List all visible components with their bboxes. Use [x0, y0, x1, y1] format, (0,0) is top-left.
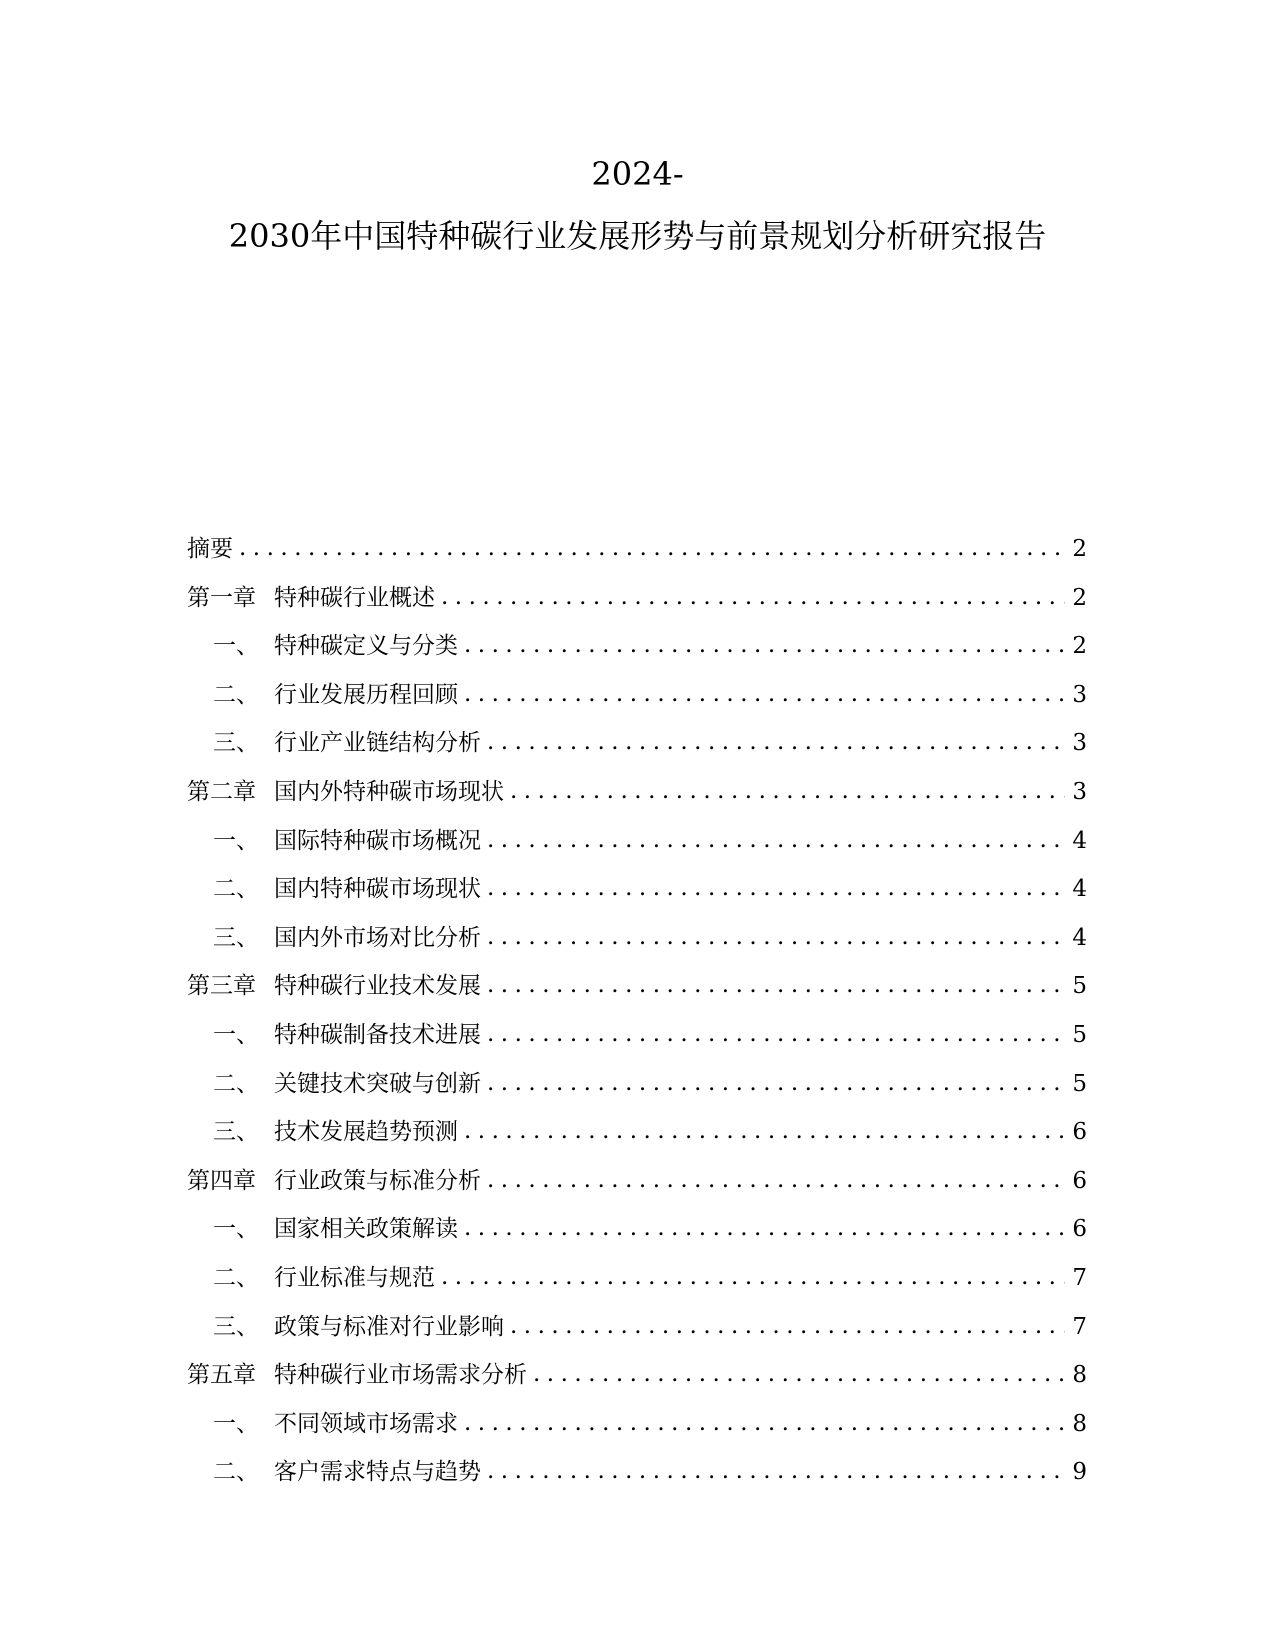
toc-page-number: 8 [1072, 1362, 1087, 1389]
toc-chapter-entry[interactable] [187, 773, 1087, 822]
toc-section-entry[interactable] [187, 1259, 1087, 1308]
toc-dot-leader [487, 1021, 1065, 1047]
toc-entry-title: 行业标准与规范 [274, 1264, 435, 1291]
toc-page-number: 4 [1072, 924, 1087, 951]
toc-page-number: 7 [1072, 1313, 1087, 1340]
toc-page-number: 5 [1072, 973, 1087, 1000]
toc-dot-leader [239, 535, 1065, 561]
report-title [0, 143, 1275, 267]
toc-entry-number: 二、 [213, 876, 259, 903]
toc-section-entry[interactable] [187, 919, 1087, 968]
toc-entry-title: 特种碳行业技术发展 [274, 973, 481, 1000]
toc-section-entry[interactable] [187, 1308, 1087, 1357]
toc-entry-title: 摘要 [187, 536, 233, 562]
toc-dot-leader [464, 1215, 1065, 1241]
toc-chapter-entry[interactable] [187, 1356, 1087, 1405]
toc-entry-title: 行业发展历程回顾 [274, 681, 458, 708]
toc-chapter-entry[interactable] [187, 530, 1087, 579]
toc-entry-title: 特种碳制备技术进展 [274, 1021, 481, 1048]
toc-dot-leader [487, 875, 1065, 901]
toc-entry-number: 二、 [213, 681, 259, 708]
toc-entry-title: 不同领域市场需求 [274, 1410, 458, 1437]
toc-dot-leader [510, 778, 1065, 804]
toc-page-number: 9 [1072, 1459, 1087, 1486]
toc-entry-title: 关键技术突破与创新 [274, 1070, 481, 1097]
toc-dot-leader [464, 1118, 1065, 1144]
toc-entry-title: 国内外特种碳市场现状 [274, 778, 504, 805]
toc-page-number: 4 [1072, 827, 1087, 854]
toc-dot-leader [487, 1070, 1065, 1096]
toc-entry-title: 政策与标准对行业影响 [274, 1313, 504, 1340]
toc-section-entry[interactable] [187, 1113, 1087, 1162]
toc-page-number: 2 [1072, 633, 1087, 660]
toc-dot-leader [441, 584, 1065, 610]
toc-entry-number: 三、 [213, 1313, 259, 1340]
toc-entry-title: 国内特种碳市场现状 [274, 876, 481, 903]
toc-entry-title: 特种碳定义与分类 [274, 633, 458, 660]
toc-section-entry[interactable] [187, 724, 1087, 773]
toc-dot-leader [487, 924, 1065, 950]
toc-dot-leader [487, 729, 1065, 755]
toc-entry-title: 技术发展趋势预测 [274, 1119, 458, 1146]
toc-section-entry[interactable] [187, 870, 1087, 919]
toc-chapter-entry[interactable] [187, 579, 1087, 628]
toc-page-number: 5 [1072, 1070, 1087, 1097]
toc-dot-leader [510, 1313, 1065, 1339]
toc-dot-leader [487, 1458, 1065, 1484]
toc-section-entry[interactable] [187, 1065, 1087, 1114]
toc-entry-title: 特种碳行业市场需求分析 [274, 1362, 527, 1389]
toc-entry-number: 一、 [213, 1021, 259, 1048]
toc-entry-title: 特种碳行业概述 [274, 584, 435, 611]
toc-entry-number: 一、 [213, 633, 259, 660]
toc-page-number: 3 [1072, 778, 1087, 805]
toc-page-number: 6 [1072, 1119, 1087, 1146]
toc-page-number: 6 [1072, 1216, 1087, 1243]
toc-chapter-entry[interactable] [187, 967, 1087, 1016]
toc-dot-leader [464, 681, 1065, 707]
toc-entry-title: 行业政策与标准分析 [274, 1167, 481, 1194]
toc-page-number: 3 [1072, 681, 1087, 708]
toc-dot-leader [464, 1410, 1065, 1436]
toc-page-number: 3 [1072, 730, 1087, 757]
toc-entry-title: 行业产业链结构分析 [274, 730, 481, 757]
toc-chapter-entry[interactable] [187, 1162, 1087, 1211]
toc-section-entry[interactable] [187, 676, 1087, 725]
toc-entry-number: 第四章 [187, 1167, 256, 1194]
toc-entry-number: 第一章 [187, 584, 256, 611]
toc-entry-number: 第二章 [187, 778, 256, 805]
toc-entry-number: 一、 [213, 1216, 259, 1243]
toc-section-entry[interactable] [187, 1016, 1087, 1065]
toc-page-number: 4 [1072, 876, 1087, 903]
toc-dot-leader [533, 1361, 1065, 1387]
toc-page-number: 8 [1072, 1410, 1087, 1437]
toc-section-entry[interactable] [187, 1405, 1087, 1454]
toc-dot-leader [464, 632, 1065, 658]
toc-entry-number: 三、 [213, 1119, 259, 1146]
toc-dot-leader [441, 1264, 1065, 1290]
toc-entry-title: 国家相关政策解读 [274, 1216, 458, 1243]
toc-entry-number: 三、 [213, 730, 259, 757]
toc-entry-title: 国内外市场对比分析 [274, 924, 481, 951]
toc-dot-leader [487, 827, 1065, 853]
title-line-2: 2030年中国特种碳行业发展形势与前景规划分析研究报告 [228, 217, 1047, 255]
toc-entry-number: 三、 [213, 924, 259, 951]
toc-page-number: 6 [1072, 1167, 1087, 1194]
toc-dot-leader [487, 1167, 1065, 1193]
toc-section-entry[interactable] [187, 627, 1087, 676]
toc-entry-number: 一、 [213, 1410, 259, 1437]
toc-entry-number: 第三章 [187, 973, 256, 1000]
toc-entry-number: 二、 [213, 1264, 259, 1291]
toc-section-entry[interactable] [187, 822, 1087, 871]
toc-page-number: 5 [1072, 1021, 1087, 1048]
toc-entry-number: 第五章 [187, 1362, 256, 1389]
toc-page-number: 2 [1072, 536, 1087, 562]
table-of-contents [187, 530, 1087, 1502]
toc-section-entry[interactable] [187, 1453, 1087, 1502]
toc-entry-number: 一、 [213, 827, 259, 854]
toc-entry-number: 二、 [213, 1070, 259, 1097]
toc-dot-leader [487, 972, 1065, 998]
toc-page-number: 7 [1072, 1264, 1087, 1291]
toc-entry-title: 国际特种碳市场概况 [274, 827, 481, 854]
toc-section-entry[interactable] [187, 1210, 1087, 1259]
toc-entry-title: 客户需求特点与趋势 [274, 1459, 481, 1486]
title-line-1: 2024- [591, 155, 684, 193]
toc-page-number: 2 [1072, 584, 1087, 611]
toc-entry-number: 二、 [213, 1459, 259, 1486]
